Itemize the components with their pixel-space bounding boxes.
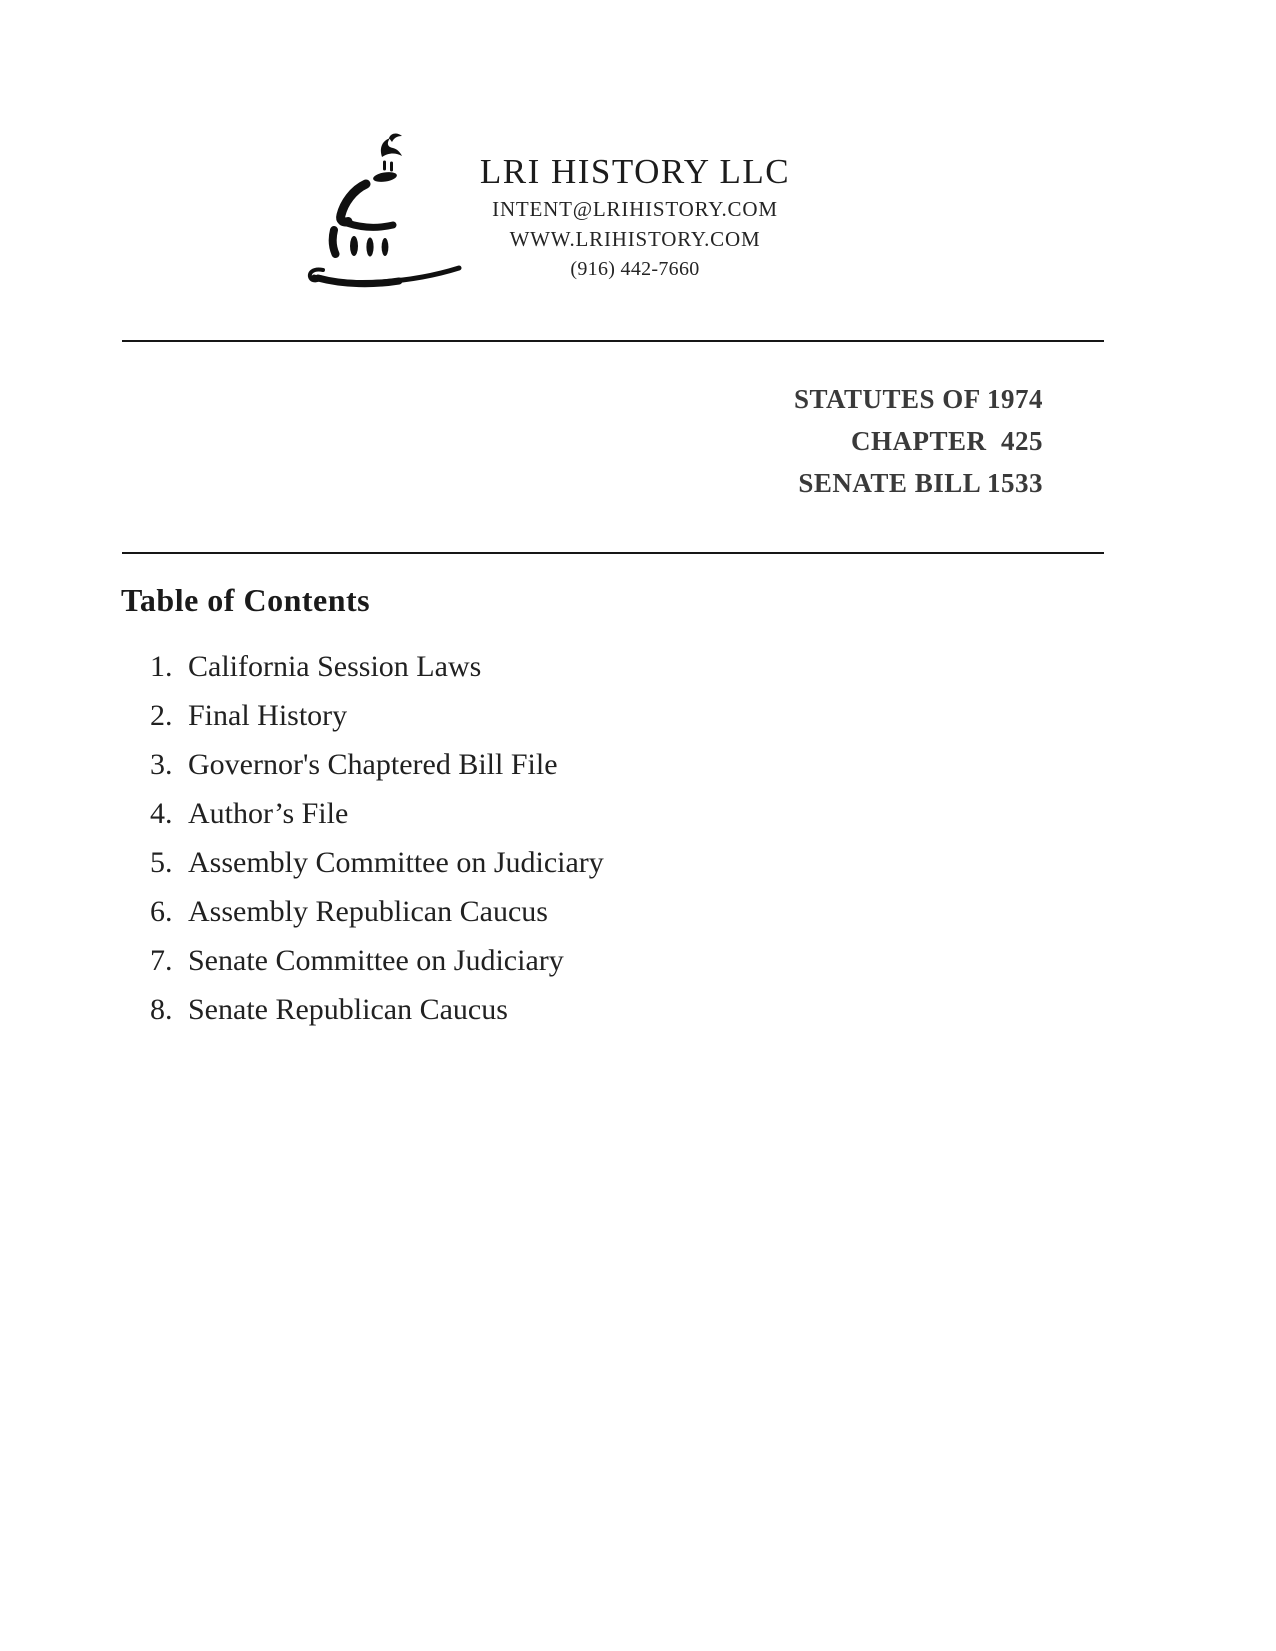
- company-email: INTENT@LRIHISTORY.COM: [492, 197, 778, 221]
- letterhead: [452, 150, 818, 284]
- divider-rule-bottom: [122, 552, 1104, 554]
- toc-list: [150, 650, 604, 1042]
- toc-item: [150, 797, 604, 830]
- toc-item-number: 1.: [150, 650, 173, 683]
- toc-item-label: Assembly Republican Caucus: [188, 895, 548, 928]
- company-website: WWW.LRIHISTORY.COM: [509, 227, 761, 251]
- toc-item-label: Governor's Chaptered Bill File: [188, 748, 558, 781]
- toc-item-number: 3.: [150, 748, 173, 781]
- toc-item: [150, 846, 604, 879]
- toc-item-label: Assembly Committee on Judiciary: [188, 846, 604, 879]
- chapter-line: CHAPTER 425: [850, 426, 1043, 456]
- toc-item-number: 8.: [150, 993, 173, 1026]
- toc-item: [150, 993, 604, 1026]
- toc-item-label: Author’s File: [188, 797, 349, 830]
- toc-item: [150, 895, 604, 928]
- toc-item: [150, 699, 604, 732]
- toc-title: Table of Contents: [121, 582, 371, 618]
- toc-item: [150, 944, 604, 977]
- toc-item: [150, 748, 604, 781]
- toc-item-label: Senate Republican Caucus: [188, 993, 508, 1026]
- toc-item-number: 2.: [150, 699, 173, 732]
- toc-item-number: 6.: [150, 895, 173, 928]
- toc-item-number: 5.: [150, 846, 173, 879]
- divider-rule-top: [122, 340, 1104, 342]
- toc-item-number: 7.: [150, 944, 173, 977]
- company-name: LRI HISTORY LLC: [479, 152, 791, 191]
- statutes-year-line: STATUTES OF 1974: [793, 384, 1043, 414]
- toc-item-label: California Session Laws: [188, 650, 482, 683]
- company-phone: (916) 442-7660: [570, 258, 700, 280]
- toc-item-label: Final History: [188, 699, 348, 732]
- statute-reference-block: [794, 378, 1043, 504]
- toc-item-label: Senate Committee on Judiciary: [188, 944, 564, 977]
- senate-bill-line: SENATE BILL 1533: [798, 468, 1043, 498]
- toc-item-number: 4.: [150, 797, 173, 830]
- toc-item: [150, 650, 604, 683]
